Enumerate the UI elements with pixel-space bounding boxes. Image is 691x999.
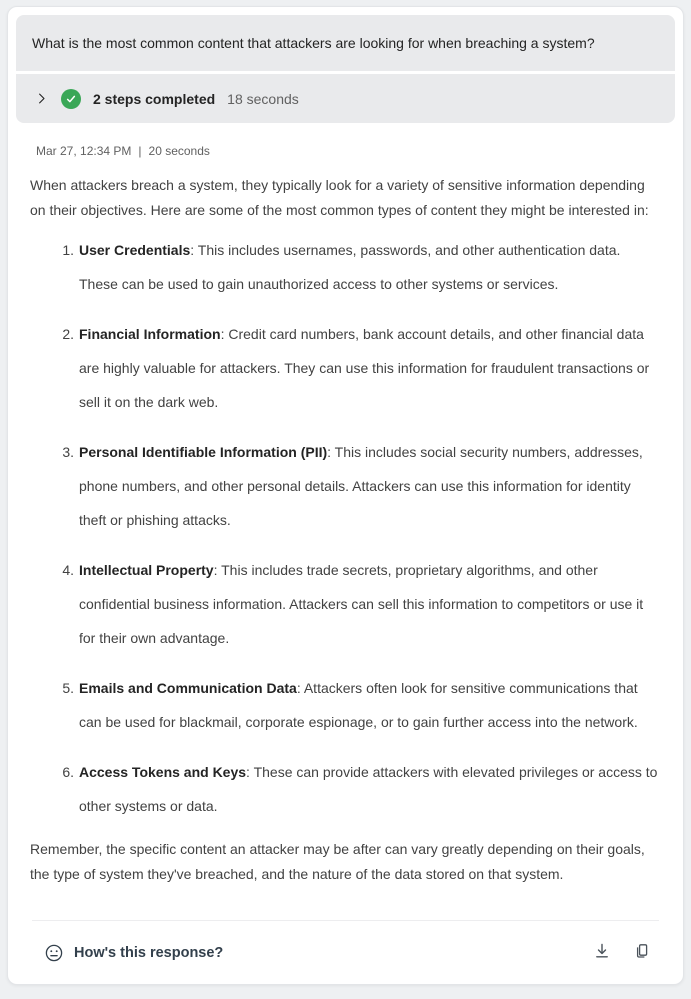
feedback-label: How's this response?	[74, 944, 224, 961]
list-item-number: 2.	[62, 326, 74, 342]
user-question-text: What is the most common content that attackers are looking for when breaching a system?	[32, 35, 595, 51]
list-item-desc: : This includes usernames, passwords, and other authentication data. These can be used to gain unauthorized access to other systems or services.	[79, 242, 621, 292]
list-item-term: Financial Information	[79, 326, 221, 342]
meta-divider: |	[138, 144, 142, 158]
check-circle-icon	[61, 89, 81, 109]
steps-completed-label: 2 steps completed	[93, 90, 216, 107]
list-item-text	[79, 317, 661, 419]
list-item-text	[79, 435, 661, 537]
footer-row	[8, 921, 683, 984]
message-duration: 20 seconds	[148, 144, 210, 158]
header-block	[16, 15, 675, 123]
list-item	[57, 755, 661, 823]
assistant-message	[8, 123, 683, 920]
list-item-number: 4.	[62, 562, 74, 578]
list-item-desc: : This includes social security numbers, addresses, phone numbers, and other personal details. Attackers can use this information for identity theft or phishing attacks.	[79, 444, 643, 528]
list-item-number: 5.	[62, 680, 74, 696]
list-item-desc: : Attackers often look for sensitive communications that can be used for blackmail, corporate espionage, or to gain further access into the network.	[79, 680, 638, 730]
list-item-text	[79, 755, 661, 823]
message-timestamp: Mar 27, 12:34 PM	[36, 144, 132, 158]
list-item-term: User Credentials	[79, 242, 191, 258]
response-intro: When attackers breach a system, they typically look for a variety of sensitive information depending on their objectives. Here are some of the most common types of content they might be interested in:	[30, 177, 649, 218]
list-item-number: 6.	[62, 764, 74, 780]
list-item	[57, 317, 661, 419]
list-item-term: Personal Identifiable Information (PII)	[79, 444, 328, 460]
copy-button[interactable]	[631, 940, 653, 965]
user-question-bubble	[16, 15, 675, 71]
response-list	[30, 233, 661, 823]
footer-actions	[591, 940, 653, 965]
message-meta	[36, 144, 661, 158]
download-button[interactable]	[591, 940, 613, 965]
list-item-text	[79, 553, 661, 655]
list-item-number: 1.	[62, 242, 74, 258]
download-icon	[593, 942, 611, 963]
list-item-term: Intellectual Property	[79, 562, 214, 578]
steps-expander[interactable]	[16, 74, 675, 123]
feedback-prompt[interactable]	[44, 943, 223, 963]
response-outro: Remember, the specific content an attacker may be after can vary greatly depending on their goals, the type of system they've breached, and the nature of the data stored on that system.	[30, 841, 645, 882]
chat-response-card	[7, 6, 684, 985]
list-item-desc: : These can provide attackers with elevated privileges or access to other systems or data.	[79, 764, 658, 814]
list-item-term: Access Tokens and Keys	[79, 764, 247, 780]
list-item-desc: : Credit card numbers, bank account details, and other financial data are highly valuable for attackers. They can use this information for fraudulent transactions or sell it on the dark web.	[79, 326, 650, 410]
list-item-text	[79, 233, 661, 301]
list-item	[57, 233, 661, 301]
neutral-face-icon[interactable]	[44, 943, 64, 963]
list-item-term: Emails and Communication Data	[79, 680, 297, 696]
chevron-right-icon[interactable]	[34, 91, 49, 106]
list-item	[57, 553, 661, 655]
copy-icon	[633, 942, 651, 963]
list-item-desc: : This includes trade secrets, proprietary algorithms, and other confidential business information. Attackers can sell this information to competitors or use it for their own advantage.	[79, 562, 644, 646]
steps-duration: 18 seconds	[227, 90, 299, 107]
list-item	[57, 435, 661, 537]
list-item	[57, 671, 661, 739]
list-item-text	[79, 671, 661, 739]
list-item-number: 3.	[62, 444, 74, 460]
response-footer	[8, 920, 683, 984]
